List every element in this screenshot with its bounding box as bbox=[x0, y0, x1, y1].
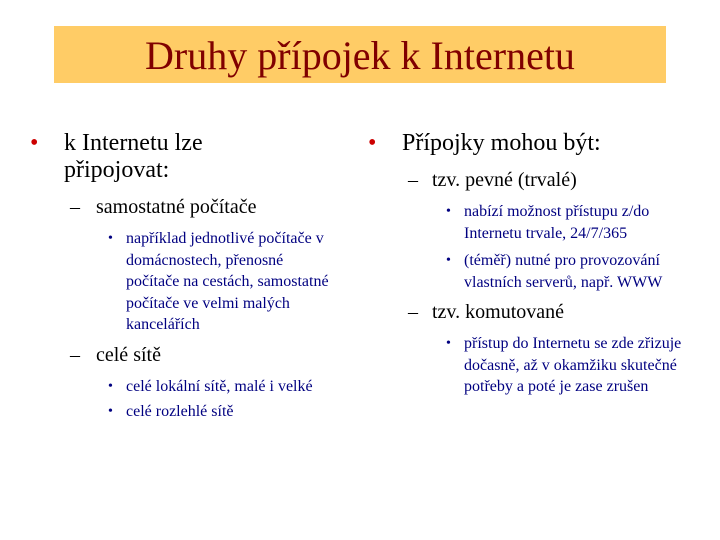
dash-icon: – bbox=[408, 169, 418, 191]
right-section-1-point-2 bbox=[368, 250, 689, 293]
left-column bbox=[30, 130, 360, 427]
dash-icon: – bbox=[70, 196, 80, 218]
left-section-2-point-2 bbox=[30, 401, 326, 423]
right-section-1-label: tzv. pevné (trvalé) bbox=[432, 169, 577, 191]
dash-icon: – bbox=[408, 301, 418, 323]
left-section-1-label: samostatné počítače bbox=[96, 196, 257, 218]
right-section-2-label: tzv. komutované bbox=[432, 301, 565, 323]
bullet-dot-icon: • bbox=[108, 404, 113, 419]
slide-title: Druhy přípojek k Internetu bbox=[145, 32, 575, 78]
point-text: celé lokální sítě, malé i velké bbox=[126, 377, 313, 395]
bullet-dot-icon: • bbox=[368, 130, 377, 156]
title-banner bbox=[54, 26, 666, 83]
point-text: celé rozlehlé sítě bbox=[126, 403, 234, 420]
right-heading-item bbox=[368, 130, 708, 157]
dash-icon: – bbox=[70, 343, 80, 366]
bullet-dot-icon: • bbox=[446, 253, 451, 268]
point-text: (téměř) nutné pro provozování vlastních serverů, např. WWW bbox=[464, 252, 663, 291]
left-section-2-label: celé sítě bbox=[96, 343, 161, 366]
bullet-dot-icon: • bbox=[30, 130, 39, 156]
left-section-1-point-1 bbox=[30, 228, 336, 336]
left-section-2-point-1 bbox=[30, 376, 326, 398]
bullet-dot-icon: • bbox=[446, 204, 451, 219]
right-column bbox=[368, 130, 708, 402]
left-heading-item bbox=[30, 130, 254, 184]
right-section-2-point-1 bbox=[368, 333, 689, 398]
point-text: například jednotlivé počítače v domácnostech, přenosné počítače na cestách, samostatné počítače ve velmi malých kancelářích bbox=[126, 230, 329, 333]
bullet-dot-icon: • bbox=[446, 336, 451, 351]
bullet-dot-icon: • bbox=[108, 378, 113, 394]
bullet-dot-icon: • bbox=[108, 231, 113, 246]
right-section-1 bbox=[368, 169, 708, 192]
left-section-2 bbox=[30, 344, 360, 367]
left-heading: k Internetu lze připojovat: bbox=[64, 130, 203, 183]
right-section-2 bbox=[368, 301, 708, 324]
point-text: nabízí možnost přístupu z/do Internetu trvale, 24/7/365 bbox=[464, 203, 650, 242]
left-section-1 bbox=[30, 196, 360, 219]
right-section-1-point-1 bbox=[368, 201, 689, 244]
right-heading: Přípojky mohou být: bbox=[402, 130, 601, 156]
point-text: přístup do Internetu se zde zřizuje dočasně, až v okamžiku skutečné potřeby a poté je zase zrušen bbox=[464, 335, 682, 395]
